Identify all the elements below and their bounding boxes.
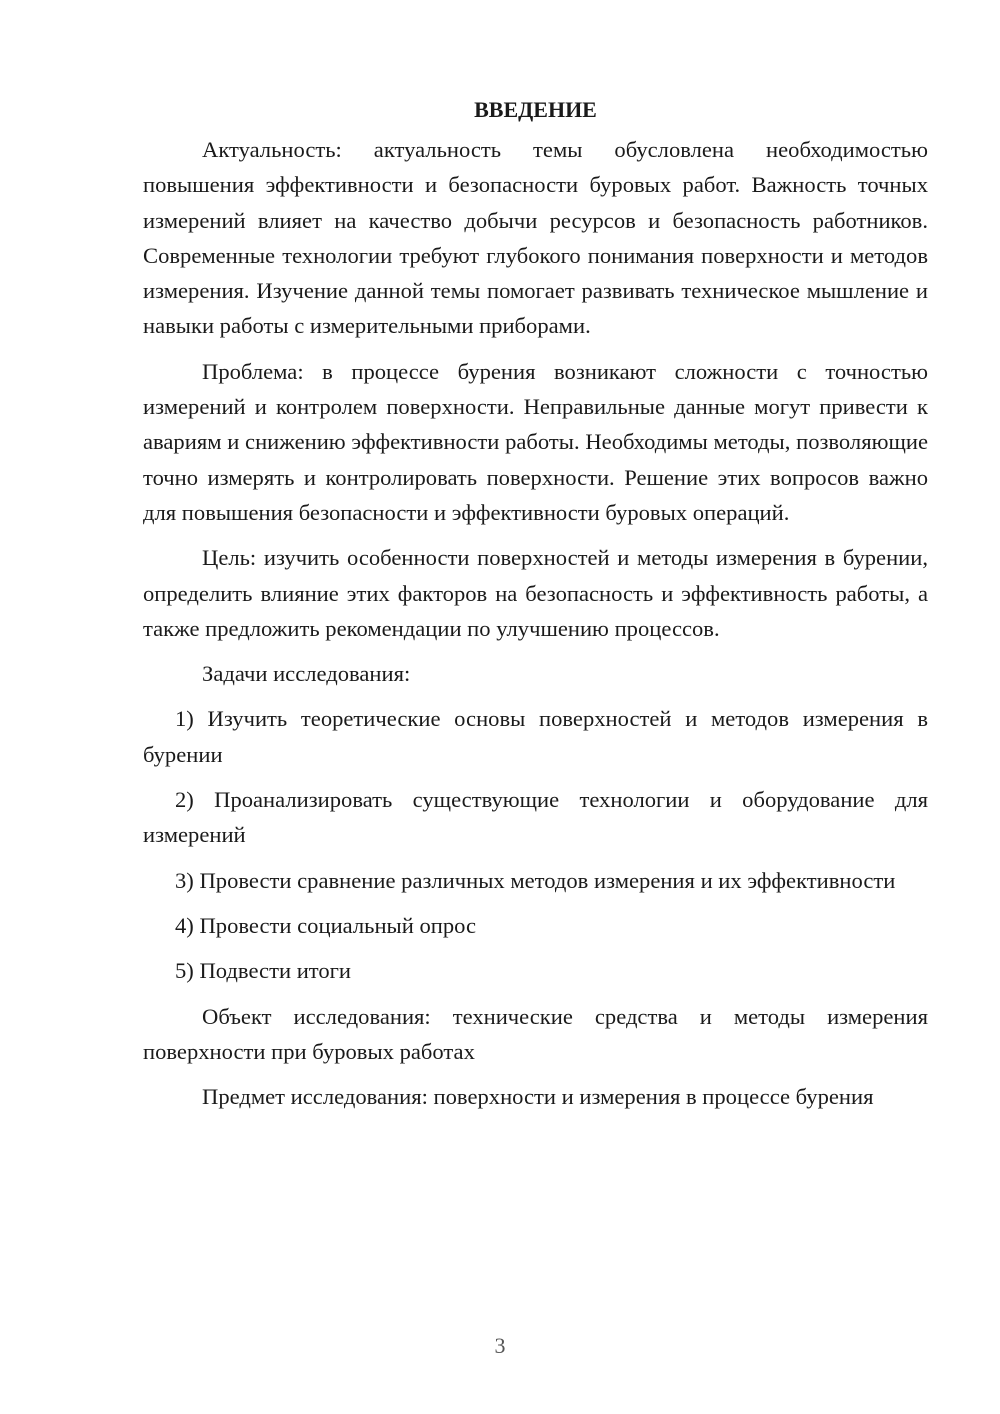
page-number: 3: [494, 1333, 506, 1358]
document-page: [143, 92, 928, 1124]
subject-paragraph: Предмет исследования: поверхности и измерения в процессе бурения: [202, 1084, 874, 1110]
relevance-paragraph: Актуальность: актуальность темы обусловлена необходимостью повышения эффективности и безопасности буровых работ. Важность точных измерений влияет на качество добычи ресурсов и безопасность работников. Современные технологии требуют глубокого понимания поверхности и методов измерения. Изучение данной темы помогает развивать техническое мышление и навыки работы с измерительными приборами.: [143, 137, 928, 339]
task-item-3: 3) Провести сравнение различных методов измерения и их эффективности: [175, 867, 896, 893]
object-paragraph: Объект исследования: технические средства и методы измерения поверхности при буровых работах: [143, 1003, 928, 1064]
goal-paragraph: Цель: изучить особенности поверхностей и методы измерения в бурении, определить влияние этих факторов на безопасность и эффективность работы, а также предложить рекомендации по улучшению процессов.: [143, 545, 928, 641]
problem-paragraph: Проблема: в процессе бурения возникают сложности с точностью измерений и контролем поверхности. Неправильные данные могут привести к авариям и снижению эффективности работы. Необходимы методы, позволяющие точно измерять и контролировать поверхности. Решение этих вопросов важно для повышения безопасности и эффективности буровых операций.: [143, 358, 928, 525]
page-title: ВВЕДЕНИЕ: [474, 97, 597, 122]
tasks-heading: Задачи исследования:: [202, 661, 411, 687]
task-item-5: 5) Подвести итоги: [175, 958, 352, 984]
task-item-4: 4) Провести социальный опрос: [175, 912, 477, 938]
task-item-1: 1) Изучить теоретические основы поверхностей и методов измерения в бурении: [143, 706, 928, 767]
task-item-2: 2) Проанализировать существующие технологии и оборудование для измерений: [143, 787, 928, 848]
